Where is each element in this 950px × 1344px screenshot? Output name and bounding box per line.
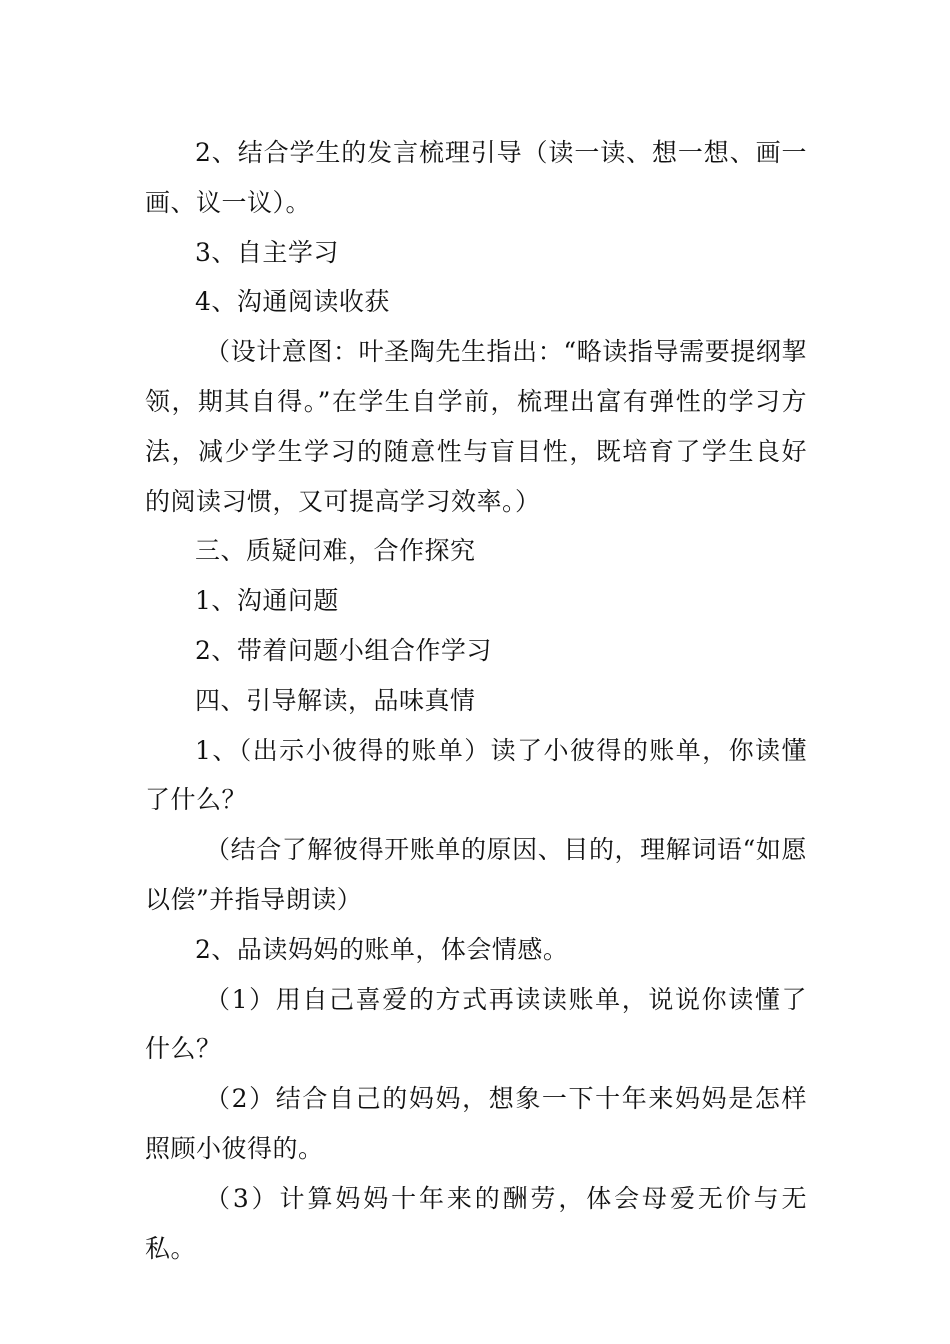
paragraph: （结合了解彼得开账单的原因、目的，理解词语“如愿以偿”并指导朗读） <box>145 835 807 914</box>
paragraph: 2、结合学生的发言梳理引导（读一读、想一想、画一画、议一议）。 <box>145 138 807 217</box>
paragraph: 三、质疑问难，合作探究 <box>195 536 476 566</box>
document-page <box>145 128 807 1273</box>
paragraph: 3、自主学习 <box>195 237 339 267</box>
paragraph: （3）计算妈妈十年来的酬劳，体会母爱无价与无私。 <box>145 1183 807 1263</box>
paragraph: 四、引导解读，品味真情 <box>195 685 476 715</box>
paragraph: 2、品读妈妈的账单，体会情感。 <box>195 934 569 964</box>
paragraph: 2、带着问题小组合作学习 <box>195 635 492 665</box>
paragraph: 1、（出示小彼得的账单）读了小彼得的账单，你读懂了什么？ <box>145 735 807 815</box>
paragraph: 4、沟通阅读收获 <box>195 287 390 317</box>
paragraph: （设计意图：叶圣陶先生指出：“略读指导需要提纲挈领，期其自得。”在学生自学前，梳理出富有弹性的学习方法，减少学生学习的随意性与盲目性，既培育了学生良好的阅读习惯，又可提高学习效率。） <box>145 337 807 516</box>
paragraph: （2）结合自己的妈妈，想象一下十年来妈妈是怎样照顾小彼得的。 <box>145 1084 807 1163</box>
paragraph: （1）用自己喜爱的方式再读读账单，说说你读懂了什么？ <box>145 984 807 1064</box>
paragraph: 1、沟通问题 <box>195 586 339 616</box>
